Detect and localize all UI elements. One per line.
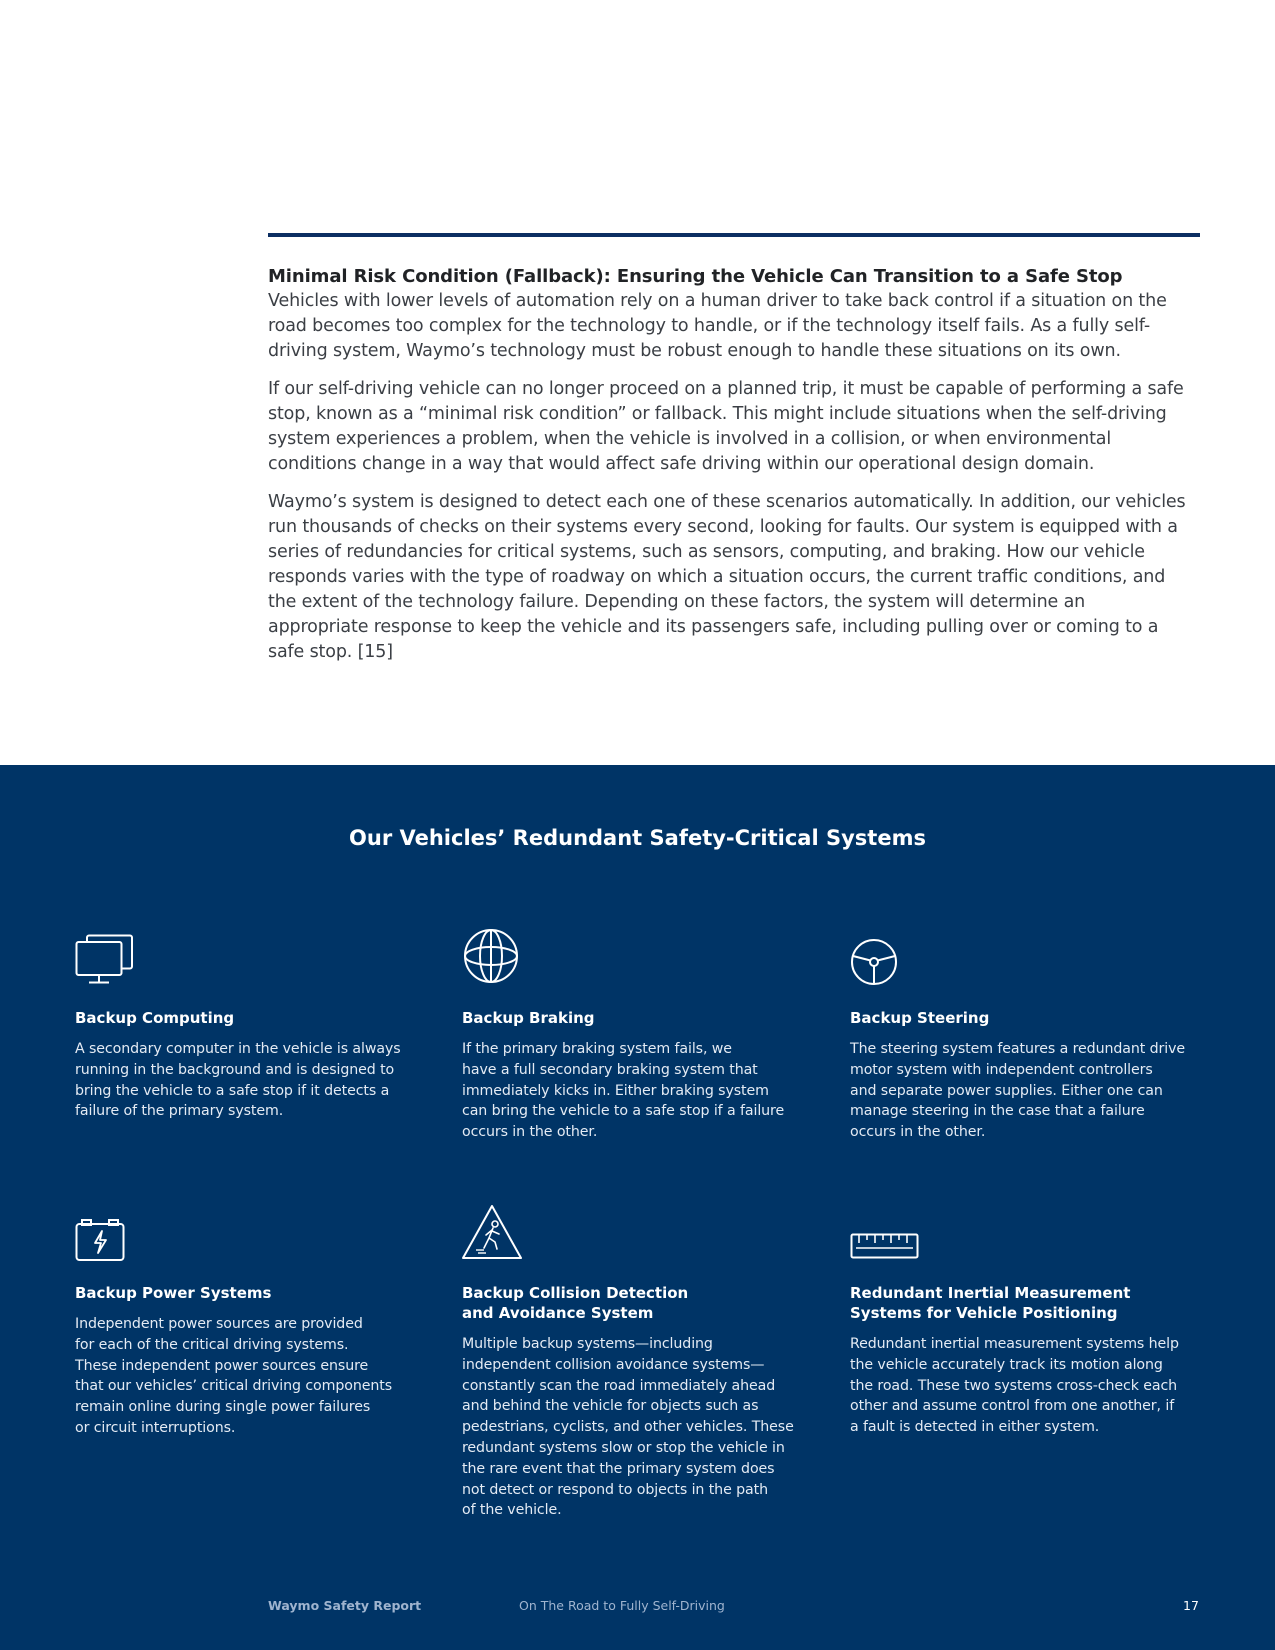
footer-chapter: On The Road to Fully Self-Driving (519, 1598, 725, 1613)
steering-wheel-icon (850, 937, 900, 987)
feature-description: The steering system features a redundant drive motor system with independent controllers and separate power supplies. Either one can manage steering in the case that a failure occurs in the other. (850, 1041, 1186, 1141)
feature-description: If the primary braking system fails, we have a full secondary braking system that immediately kicks in. Either braking system can bring the vehicle to a safe stop if a failure occurs in the other. (462, 1041, 785, 1141)
feature-description: Multiple backup systems—including independent collision avoidance systems— constantly scan the road immediately ahead and behind the vehicle for objects such as pedestrians, cyclists, and other vehicles. These redundant systems slow or stop the vehicle in the rare event that the primary system does not detect or respond to objects in the path of the vehicle. (462, 1336, 794, 1519)
feature-title: Backup Steering (850, 1009, 990, 1027)
footer-brand: Waymo Safety Report (268, 1598, 422, 1613)
section-divider (268, 233, 1200, 237)
page-number: 17 (1183, 1598, 1199, 1613)
feature-description: A secondary computer in the vehicle is always running in the background and is designed to bring the vehicle to a safe stop if it detects a failure of the primary system. (75, 1041, 401, 1120)
section-heading: Minimal Risk Condition (Fallback): Ensuring the Vehicle Can Transition to a Safe Stop (268, 266, 1123, 287)
feature-title: Backup Power Systems (75, 1284, 272, 1302)
paragraph: If our self-driving vehicle can no longer proceed on a planned trip, it must be capable of performing a safe stop, known as a “minimal risk condition” or fallback. This might include situations when the self-driving system experiences a problem, when the vehicle is involved in a collision, or when environmental conditions change in a way that would affect safe driving within our operational design domain. (268, 379, 1184, 474)
pedestrian-warning-icon (462, 1204, 524, 1260)
battery-icon (75, 1219, 127, 1263)
globe-icon (462, 927, 520, 985)
paragraph: Vehicles with lower levels of automation rely on a human driver to take back control if a situation on the road becomes too complex for the technology to handle, or if the technology itself fails. As a fully self-driving system, Waymo’s technology must be robust enough to handle these situations on its own. (268, 291, 1167, 361)
computer-monitors-icon (75, 934, 135, 986)
feature-title: Backup Collision Detection and Avoidance System (462, 1284, 689, 1322)
feature-title: Redundant Inertial Measurement Systems for Vehicle Positioning (850, 1284, 1131, 1322)
article-section (0, 0, 1275, 765)
ruler-icon (850, 1233, 920, 1261)
article-body (268, 265, 1188, 678)
panel-title: Our Vehicles’ Redundant Safety-Critical Systems (349, 826, 926, 850)
feature-title: Backup Computing (75, 1009, 235, 1027)
feature-description: Redundant inertial measurement systems help the vehicle accurately track its motion along the road. These two systems cross-check each other and assume control from one another, if a fault is detected in either system. (850, 1336, 1179, 1436)
feature-description: Independent power sources are provided for each of the critical driving systems. These independent power sources ensure that our vehicles’ critical driving components remain online during single power failures or circuit interruptions. (75, 1316, 392, 1436)
paragraph: Waymo’s system is designed to detect each one of these scenarios automatically. In addition, our vehicles run thousands of checks on their systems every second, looking for faults. Our system is equipped with a series of redundancies for critical systems, such as sensors, computing, and braking. How our vehicle responds varies with the type of roadway on which a situation occurs, the current traffic conditions, and the extent of the technology failure. Depending on these factors, the system will determine an appropriate response to keep the vehicle and its passengers safe, including pulling over or coming to a safe stop. [15] (268, 492, 1186, 662)
feature-title: Backup Braking (462, 1009, 595, 1027)
